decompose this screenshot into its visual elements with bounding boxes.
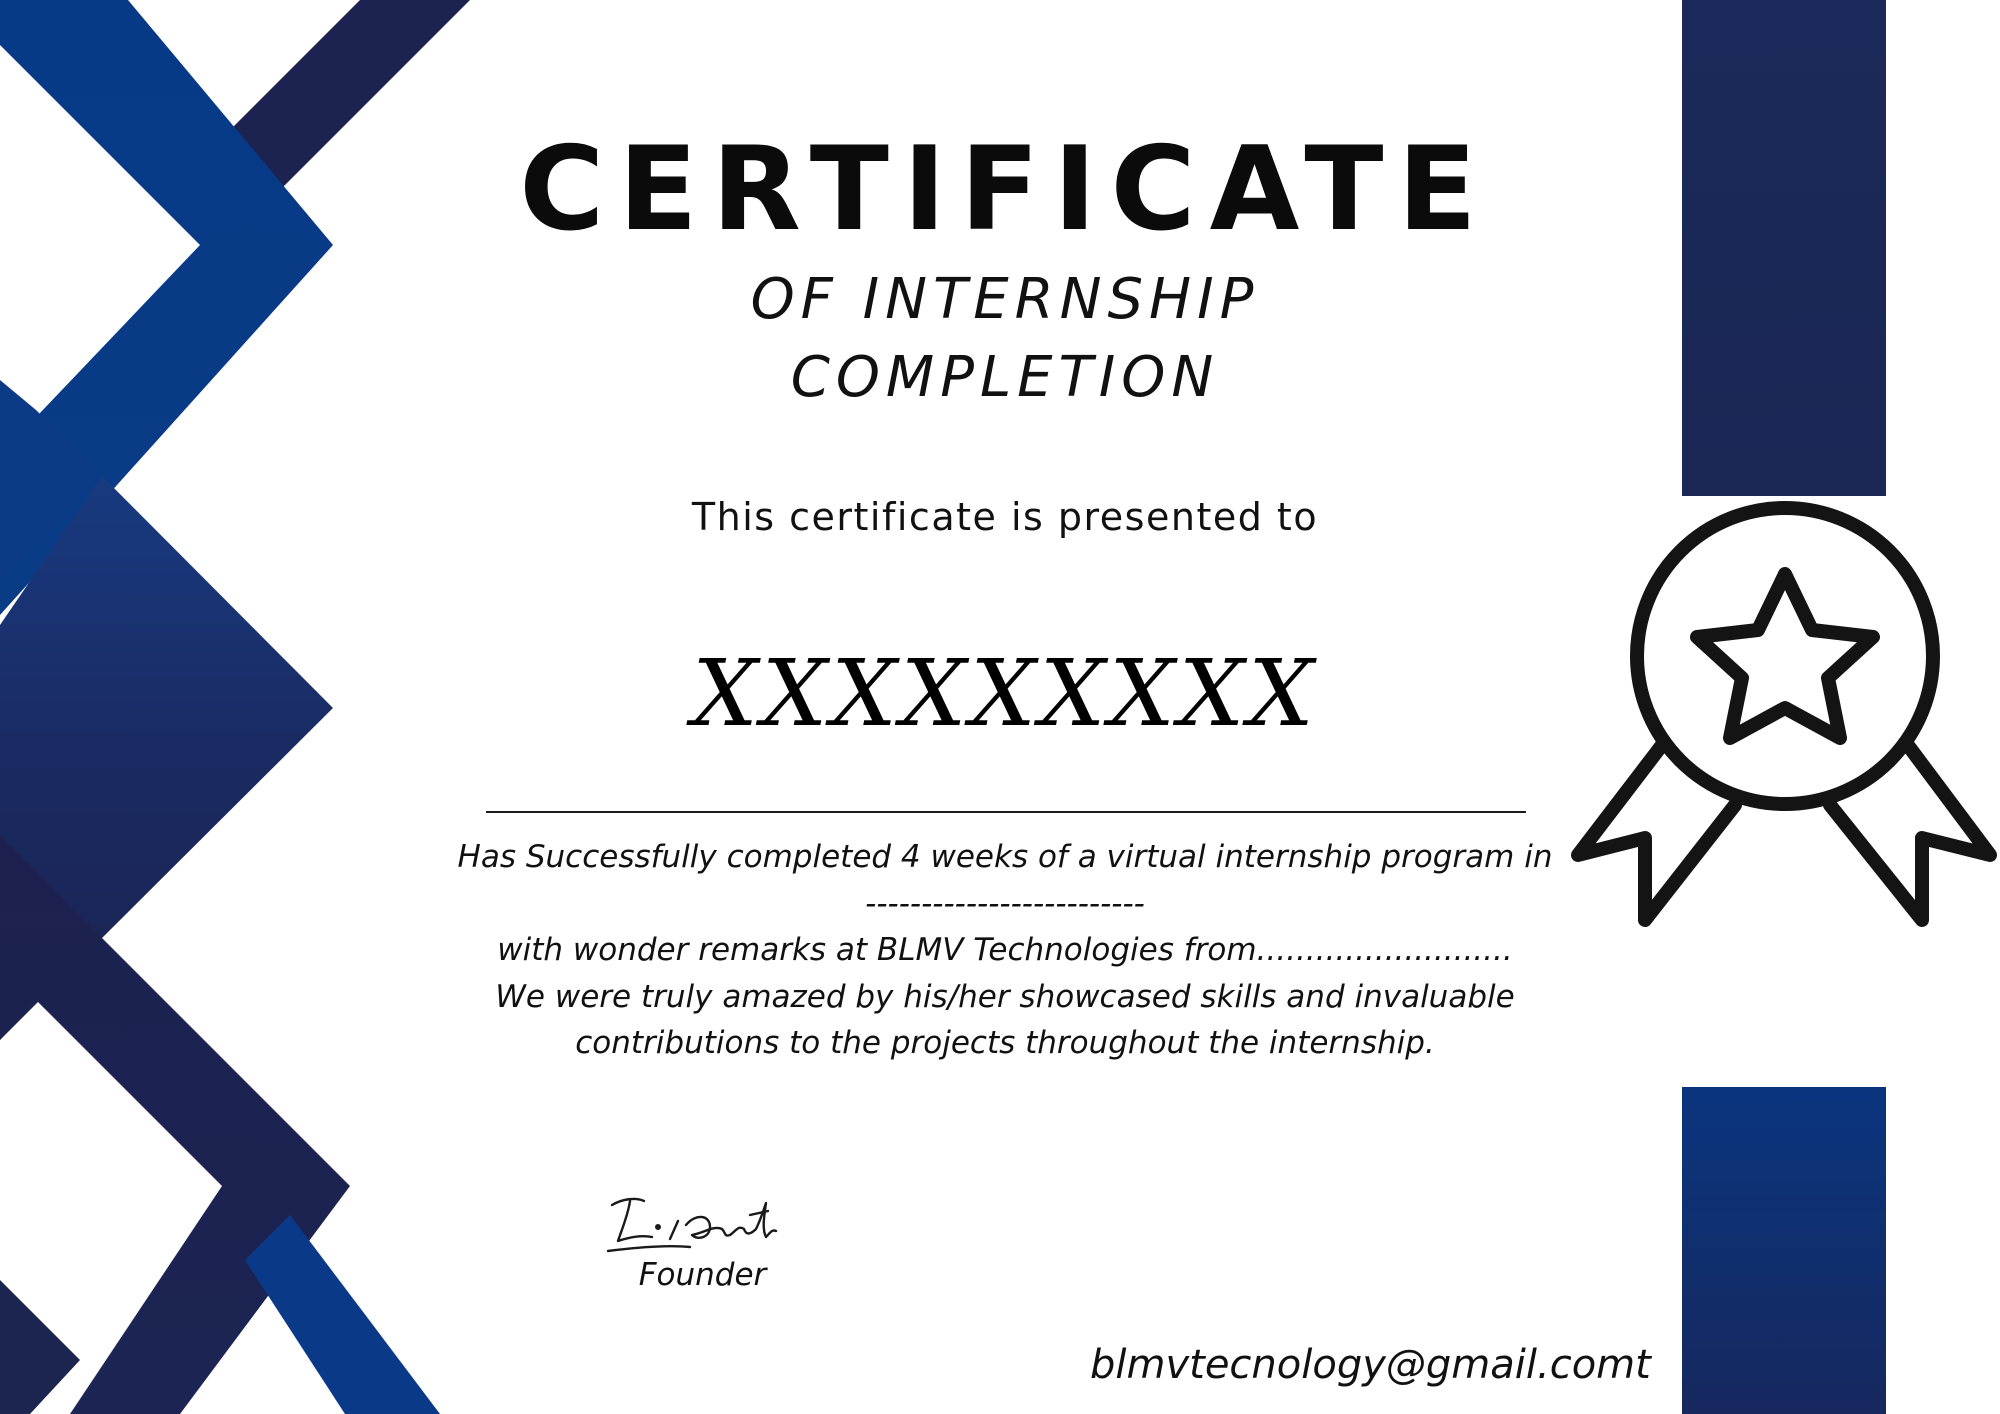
body-line: Has Successfully completed 4 weeks of a virtual internship program in: [457, 839, 1553, 875]
contact-email: blmvtecnology@gmail.comt: [1090, 1342, 1651, 1388]
ribbon-top-band: [1682, 0, 1886, 496]
presented-to-text: This certificate is presented to: [691, 495, 1319, 539]
certificate-title: CERTIFICATE: [519, 122, 1491, 257]
body-line: with wonder remarks at BLMV Technologies from..........................: [497, 932, 1513, 968]
certificate-body: [400, 834, 1610, 1067]
body-line: We were truly amazed by his/her showcased skills and invaluable: [495, 978, 1515, 1015]
signer-role: Founder: [638, 1257, 767, 1293]
recipient-name: XXXXXXXXX: [692, 640, 1318, 747]
deco-bottom-corner-shard: [0, 1280, 80, 1414]
name-underline-divider: [486, 811, 1526, 813]
ribbon-bottom-band: [1682, 1087, 1886, 1414]
deco-bottom-blue-stripe: [245, 1215, 440, 1414]
certificate-subtitle-line1: OF INTERNSHIP: [750, 267, 1260, 332]
certificate-subtitle-line2: COMPLETION: [790, 345, 1220, 410]
signature-icon: [600, 1185, 820, 1265]
body-line: -------------------------: [865, 885, 1145, 922]
body-line: contributions to the projects throughout the internship.: [575, 1025, 1435, 1061]
